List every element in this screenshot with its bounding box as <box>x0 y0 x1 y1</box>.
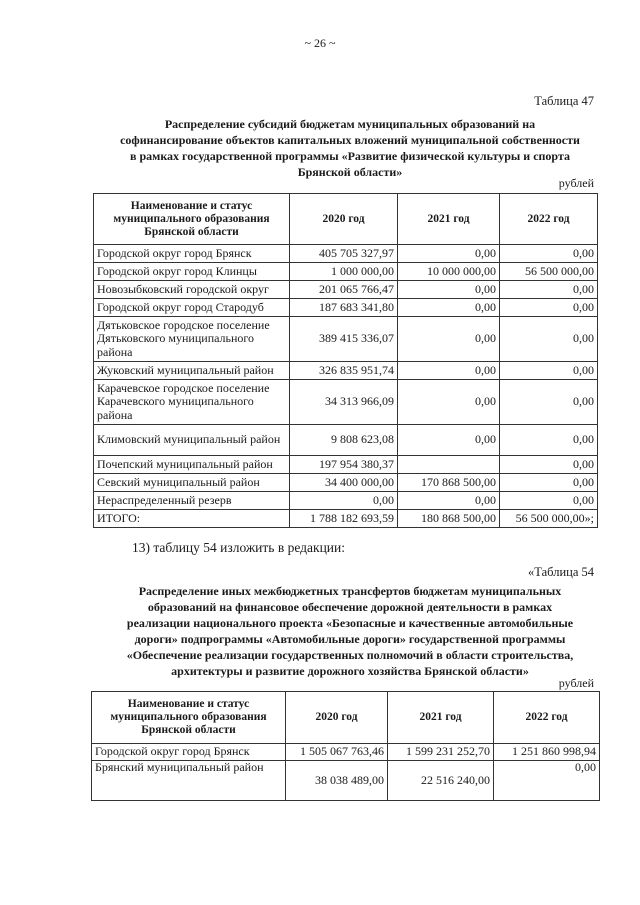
row-name: Городской округ город Брянск <box>92 744 286 761</box>
table47-title-line: Брянской области» <box>297 165 403 179</box>
table-row <box>92 761 600 801</box>
row-2021: 10 000 000,00 <box>398 263 500 281</box>
row-name: ИТОГО: <box>94 510 290 528</box>
table47-units: рублей <box>558 176 594 190</box>
table54-title-line: дороги» подпрограммы «Автомобильные дороги» государственной программы <box>134 632 566 646</box>
table54-title-line: «Обеспечение реализации государственных полномочий в области строительства, <box>126 648 574 662</box>
row-2020: 34 313 966,09 <box>290 380 398 425</box>
row-2020: 197 954 380,37 <box>290 456 398 474</box>
row-2021: 0,00 <box>398 425 500 456</box>
row-2022: 0,00 <box>500 425 598 456</box>
table54-title-line: Распределение иных межбюджетных трансфертов бюджетам муниципальных <box>138 584 562 598</box>
row-2022: 0,00 <box>500 474 598 492</box>
header-name: Наименование и статус муниципального образования Брянской области <box>94 194 290 245</box>
amendment-paragraph: 13) таблицу 54 изложить в редакции: <box>132 540 345 555</box>
row-2020: 9 808 623,08 <box>290 425 398 456</box>
row-name: Дятьковское городское поселение Дятьковского муниципального района <box>94 317 290 362</box>
table-row <box>94 362 598 380</box>
row-2020: 0,00 <box>290 492 398 510</box>
header-2021: 2021 год <box>388 692 494 744</box>
row-name: Городской округ город Брянск <box>94 245 290 263</box>
header-name: Наименование и статус муниципального образования Брянской области <box>92 692 286 744</box>
table47 <box>93 193 598 528</box>
row-2021: 0,00 <box>398 281 500 299</box>
table54-title <box>80 583 620 679</box>
row-2021: 0,00 <box>398 245 500 263</box>
header-2022: 2022 год <box>500 194 598 245</box>
row-name: Карачевское городское поселение Карачевского муниципального района <box>94 380 290 425</box>
row-name: Климовский муниципальный район <box>94 425 290 456</box>
table47-title-line: софинансирование объектов капитальных вложений муниципальной собственности <box>120 133 580 147</box>
row-2022: 0,00 <box>500 456 598 474</box>
row-name: Брянский муниципальный район <box>92 761 286 801</box>
row-2021: 180 868 500,00 <box>398 510 500 528</box>
table54-title-line: архитектуры и развитие дорожного хозяйства Брянской области» <box>171 664 529 678</box>
row-2020: 34 400 000,00 <box>290 474 398 492</box>
row-name: Нераспределенный резерв <box>94 492 290 510</box>
row-2020: 38 038 489,00 <box>286 761 388 801</box>
table-row <box>94 245 598 263</box>
table47-header-row <box>94 194 598 245</box>
row-2020: 405 705 327,97 <box>290 245 398 263</box>
table54-label: «Таблица 54 <box>528 565 594 579</box>
row-2021: 0,00 <box>398 492 500 510</box>
row-2021: 0,00 <box>398 299 500 317</box>
table-row <box>94 317 598 362</box>
table54 <box>91 691 600 801</box>
row-2020: 187 683 341,80 <box>290 299 398 317</box>
row-2020: 201 065 766,47 <box>290 281 398 299</box>
table-row <box>94 492 598 510</box>
row-2021: 0,00 <box>398 380 500 425</box>
row-2020: 1 505 067 763,46 <box>286 744 388 761</box>
row-2022: 0,00 <box>500 281 598 299</box>
page-number: ~ 26 ~ <box>304 36 336 50</box>
table-row <box>94 299 598 317</box>
header-2021: 2021 год <box>398 194 500 245</box>
row-name: Севский муниципальный район <box>94 474 290 492</box>
row-2022: 0,00 <box>500 245 598 263</box>
table-row <box>94 281 598 299</box>
row-2021: 0,00 <box>398 317 500 362</box>
row-2022: 56 500 000,00»; <box>500 510 598 528</box>
row-2020: 1 000 000,00 <box>290 263 398 281</box>
header-2022: 2022 год <box>494 692 600 744</box>
row-2021: 0,00 <box>398 362 500 380</box>
table-row <box>92 744 600 761</box>
table47-label: Таблица 47 <box>534 94 594 108</box>
row-2020: 1 788 182 693,59 <box>290 510 398 528</box>
table-row-total <box>94 510 598 528</box>
row-name: Почепский муниципальный район <box>94 456 290 474</box>
row-name: Жуковский муниципальный район <box>94 362 290 380</box>
row-name: Новозыбковский городской округ <box>94 281 290 299</box>
row-2021: 170 868 500,00 <box>398 474 500 492</box>
table-row <box>94 425 598 456</box>
row-2020: 389 415 336,07 <box>290 317 398 362</box>
row-2021 <box>398 456 500 474</box>
table47-title-line: Распределение субсидий бюджетам муниципальных образований на <box>164 117 536 131</box>
row-name: Городской округ город Стародуб <box>94 299 290 317</box>
table-row <box>94 456 598 474</box>
table47-title <box>80 116 620 180</box>
row-2022: 0,00 <box>500 362 598 380</box>
table-row <box>94 474 598 492</box>
row-2021: 1 599 231 252,70 <box>388 744 494 761</box>
row-2020: 326 835 951,74 <box>290 362 398 380</box>
header-2020: 2020 год <box>290 194 398 245</box>
row-2022: 0,00 <box>500 380 598 425</box>
row-2021: 22 516 240,00 <box>388 761 494 801</box>
table47-title-line: в рамках государственной программы «Развитие физической культуры и спорта <box>130 149 570 163</box>
row-name: Городской округ город Клинцы <box>94 263 290 281</box>
table54-units: рублей <box>558 676 594 690</box>
row-2022: 1 251 860 998,94 <box>494 744 600 761</box>
table-row <box>94 380 598 425</box>
table54-title-line: образований на финансовое обеспечение дорожной деятельности в рамках <box>147 600 553 614</box>
table54-header-row <box>92 692 600 744</box>
row-2022: 0,00 <box>494 761 600 801</box>
table-row <box>94 263 598 281</box>
header-2020: 2020 год <box>286 692 388 744</box>
row-2022: 56 500 000,00 <box>500 263 598 281</box>
row-2022: 0,00 <box>500 299 598 317</box>
row-2022: 0,00 <box>500 492 598 510</box>
table54-title-line: реализации национального проекта «Безопасные и качественные автомобильные <box>126 616 574 630</box>
row-2022: 0,00 <box>500 317 598 362</box>
